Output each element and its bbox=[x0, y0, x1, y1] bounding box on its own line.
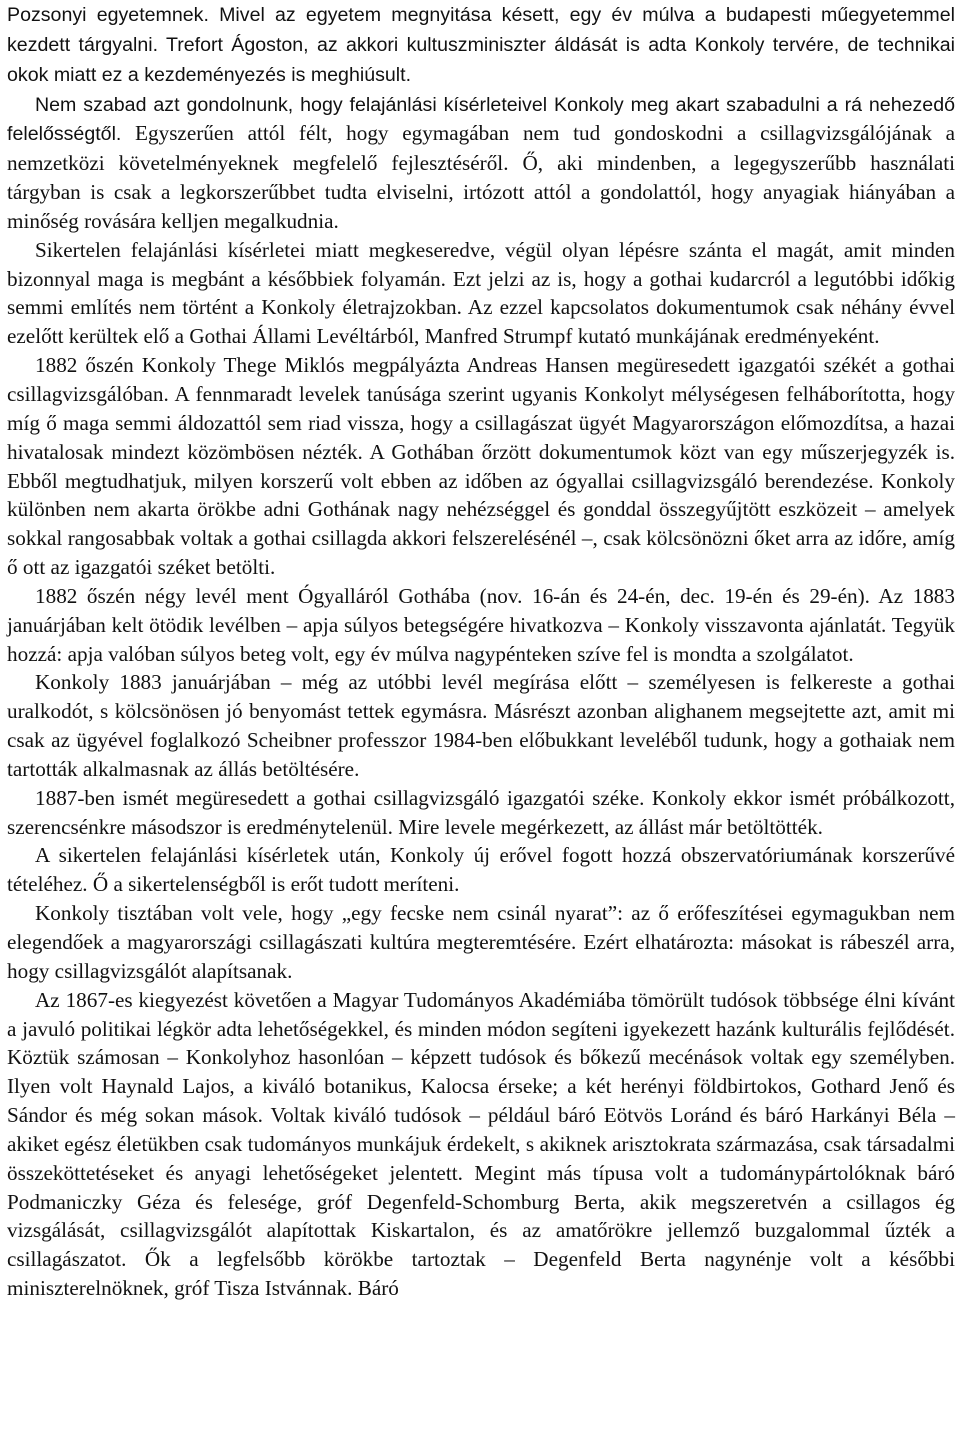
paragraph-7 bbox=[7, 784, 955, 842]
paragraph-1-text: Pozsonyi egyetemnek. Mivel az egyetem megnyitása késett, egy év múlva a budapesti műegyetemmel kezdett tárgyalni. Trefort Ágoston, az akkori kultuszminiszter áldását is adta Konkoly tervére, de technikai okok miatt ez a kezdeményezés is meghiúsult. bbox=[7, 4, 955, 86]
paragraph-9 bbox=[7, 899, 955, 986]
paragraph-7-text: 1887-ben ismét megüresedett a gothai csillagvizsgáló igazgatói széke. Konkoly ekkor ismét próbálkozott, szerencsénkre másodszor is eredménytelenül. Mire levele megérkezett, az állást már betöltötték. bbox=[7, 785, 955, 839]
paragraph-9-text: Konkoly tisztában volt vele, hogy „egy fecske nem csinál nyarat”: az ő erőfeszítései egymagukban nem elegendőek a magyarországi csillagászati kultúra megteremtésére. Ezért elhatározta: másokat is rábeszél arra, hogy csillagvizsgálót alapítsanak. bbox=[7, 901, 955, 983]
paragraph-10-text: Az 1867-es kiegyezést követően a Magyar Tudományos Akadémiába tömörült tudósok többsége élni kívánt a javuló politikai légkör adta lehetőségekkel, és minden módon segíteni igyekezett hazánk kulturális fejlődését. Köztük számosan – Konkolyhoz hasonlóan – képzett tudósok és bőkezű mecénások voltak egy személyben. Ilyen volt Haynald Lajos, a kiváló botanikus, Kalocsa érseke; a két herényi földbirtokos, Gothard Jenő és Sándor és még sokan mások. Voltak kiváló tudósok – például báró Eötvös Loránd és báró Harkányi Béla – akiket egész életükben csak tudományos munkájuk érdekelt, s akiknek arisztokrata származása, csak társadalmi összeköttetéseket és anyagi lehetőségeket jelentett. Megint más típusa volt a tudománypártolóknak báró Podmaniczky Géza és felesége, gróf Degenfeld-Schomburg Berta, akik megszeretvén a csillagos ég vizsgálását, csillagvizsgálót alapítottak Kiskartalon, és az amatőrökre jellemző buzgalommal űzték a csillagászatot. Ők a legfelsőbb körökbe tartoztak – Degenfeld Berta nagynénje volt a későbbi miniszterelnöknek, gróf Tisza Istvánnak. Báró bbox=[7, 987, 955, 1301]
paragraph-3-text: Sikertelen felajánlási kísérletei miatt megkeseredve, végül olyan lépésre szánta el magát, amit minden bizonnyal maga is megbánt a későbbiek folyamán. Ezt jelzi az is, hogy a gothai kudarcról a legutóbbi időkig semmi említés nem történt a Konkoly életrajzokban. Az ezzel kapcsolatos dokumentumok csak néhány évvel ezelőtt kerültek elő a Gothai Állami Levéltárból, Manfred Strumpf kutató munkájának eredményeként. bbox=[7, 237, 955, 349]
paragraph-5 bbox=[7, 582, 955, 669]
paragraph-2-text-b: Egyszerűen attól félt, hogy egymagában nem tud gondoskodni a csillagvizsgálójának a nemzetközi követelményeknek megfelelő fejlesztéséről. Ő, aki mindenben, a legegyszerűbb használati tárgyban is csak a legkorszerűbbet tudta elviselni, irtózott attól a gondolattól, hogy anyagiak hiányában a minőség rovására kelljen megalkudnia. bbox=[7, 121, 955, 233]
document-page bbox=[7, 0, 955, 1303]
paragraph-4 bbox=[7, 351, 955, 582]
paragraph-6 bbox=[7, 668, 955, 783]
paragraph-10 bbox=[7, 986, 955, 1303]
paragraph-8-text: A sikertelen felajánlási kísérletek után, Konkoly új erővel fogott hozzá obszervatóriumának korszerűvé tételéhez. Ő a sikertelenségből is erőt tudott meríteni. bbox=[7, 843, 955, 897]
paragraph-6-text: Konkoly 1883 januárjában – még az utóbbi levél megírása előtt – személyesen is felkereste a gothai uralkodót, s kölcsönösen jó benyomást tettek egymásra. Másrészt azonban alighanem megsejtette azt, amit mi csak az ügyével foglalkozó Scheibner professzor 1984-ben előbukkant leveléből tudunk, hogy a gothaiak nem tartották alkalmasnak az állás betöltésére. bbox=[7, 670, 955, 781]
paragraph-2 bbox=[7, 90, 955, 236]
paragraph-3 bbox=[7, 236, 955, 351]
paragraph-8 bbox=[7, 841, 955, 899]
paragraph-4-text: 1882 őszén Konkoly Thege Miklós megpályázta Andreas Hansen megüresedett igazgatói székét a gothai csillagvizsgálóban. A fennmaradt levelek tanúsága szerint ugyanis Konkolyt mélységesen felháborította, hogy míg ő maga semmi áldozattól sem riad vissza, hogy a csillagászat ügyét Magyarországon előmozdítsa, a hazai hivatalosak mindezt közömbösen nézték. A Gothában őrzött dokumentumok közt van egy műszerjegyzék is. Ebből megtudhatjuk, milyen korszerű volt ebben az időben az ógyallai csillagvizsgáló berendezése. Konkoly különben nem akarta örökbe adni Gothának nagy nehézséggel és gonddal összegyűjtött eszközeit – amelyek sokkal rangosabbak voltak a gothai csillagda akkori felszerelésénél –, csak kölcsönözni őket arra az időre, amíg ő ott az igazgatói széket betölti. bbox=[7, 353, 955, 580]
paragraph-1 bbox=[7, 0, 955, 90]
paragraph-2-text-a: Nem szabad azt gondolnunk, hogy felajánlási kísérleteivel Konkoly meg akart szabadulni a rá nehezedő felelősségtől. bbox=[7, 93, 955, 146]
paragraph-5-text: 1882 őszén négy levél ment Ógyalláról Gothába (nov. 16-án és 24-én, dec. 19-én és 29-én). Az 1883 januárjában kelt ötödik levélben – apja súlyos betegségére hivatkozva – Konkoly visszavonta ajánlatát. Tegyük hozzá: apja valóban súlyos beteg volt, egy év múlva nagypénteken szíve fel is mondta a szolgálatot. bbox=[7, 583, 955, 666]
